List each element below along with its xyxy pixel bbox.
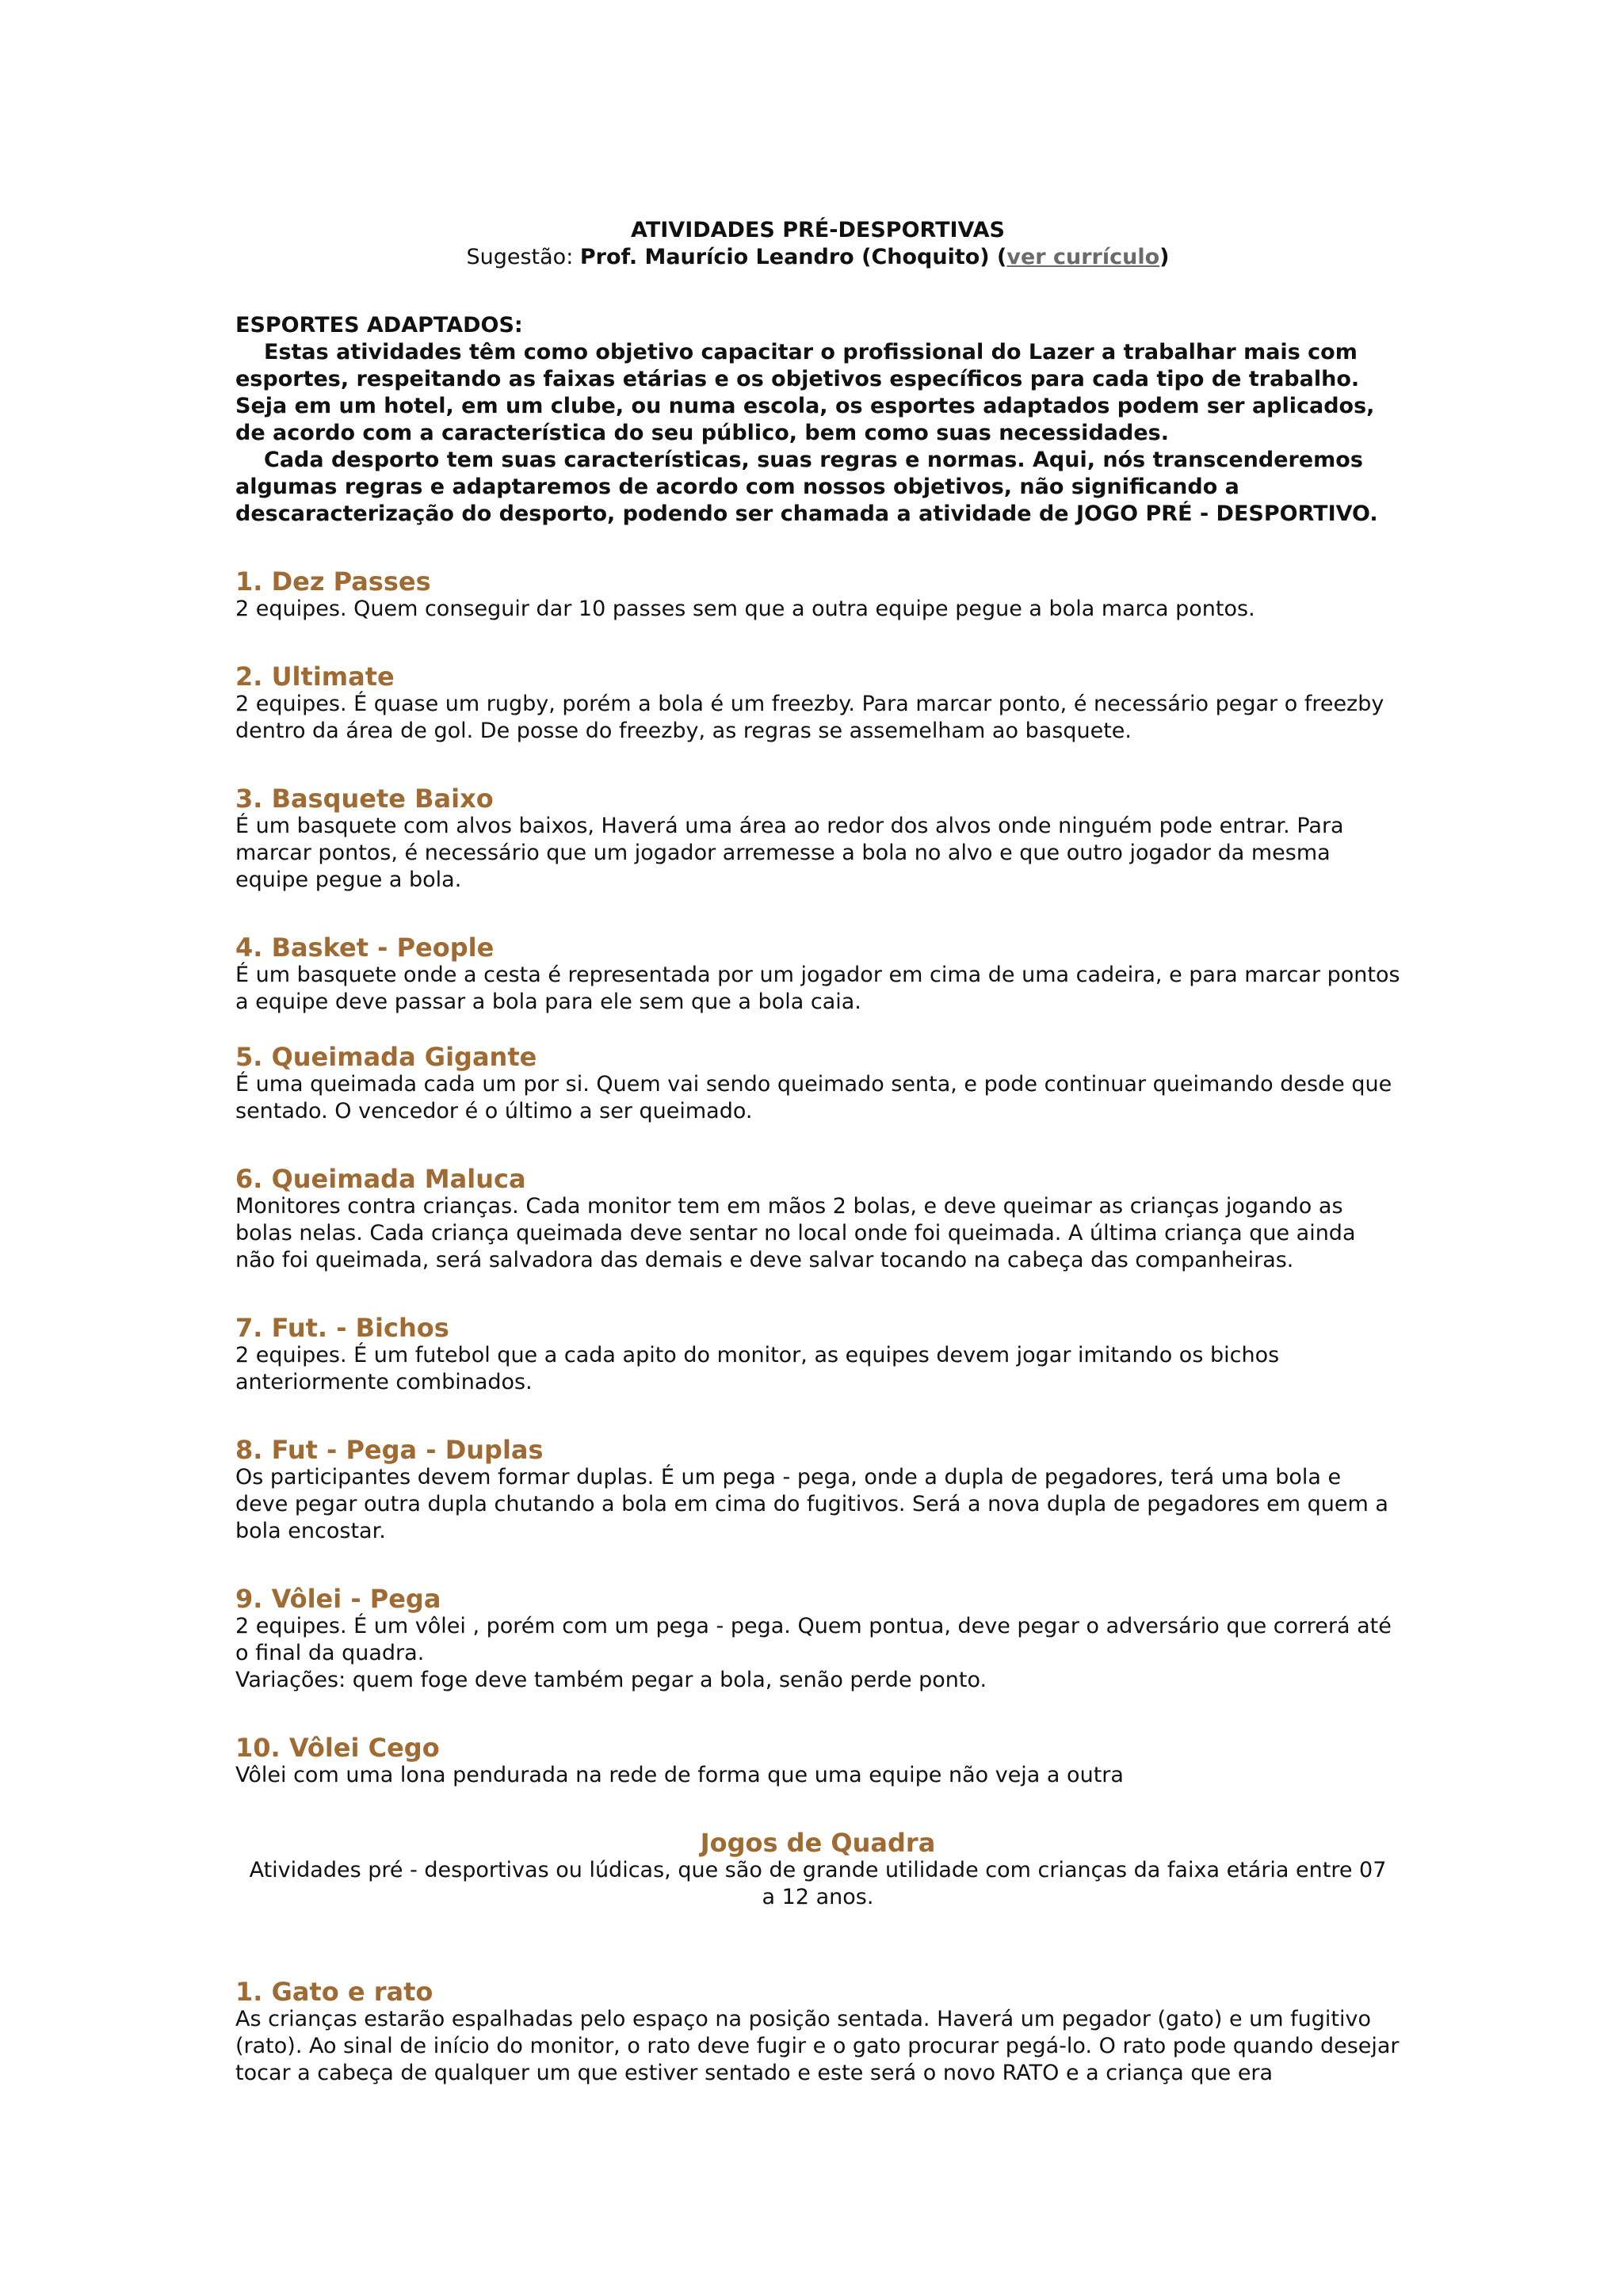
activity-title: 3. Basquete Baixo [235, 784, 494, 814]
activity-item [235, 784, 1400, 894]
activity-text: 2 equipes. Quem conseguir dar 10 passes sem que a outra equipe pegue a bola marca pontos. [235, 597, 1255, 621]
activity-title: 7. Fut. - Bichos [235, 1313, 449, 1343]
activity-title: 2. Ultimate [235, 662, 395, 692]
activity-item [235, 1314, 1400, 1396]
game-title: 1. Gato e rato [235, 1977, 433, 2007]
activity-title: 5. Queimada Gigante [235, 1042, 537, 1072]
activity-text: Vôlei com uma lona pendurada na rede de forma que uma equipe não veja a outra [235, 1763, 1124, 1787]
intro-paragraph-2: Cada desporto tem suas características, suas regras e normas. Aqui, nós transcenderemos algumas regras e adaptaremos de acordo com nossos objetivos, não significando a descaracterização do desporto, podendo ser chamada a atividade de JOGO PRÉ - DESPORTIVO. [235, 448, 1378, 526]
activity-text: 2 equipes. É um futebol que a cada apito do monitor, as equipes devem jogar imitando os bichos anteriormente combinados. [235, 1343, 1280, 1394]
page-title: ATIVIDADES PRÉ-DESPORTIVAS [631, 218, 1005, 242]
intro-heading: ESPORTES ADAPTADOS: [235, 313, 523, 338]
activity-text: É uma queimada cada um por si. Quem vai sendo queimado senta, e pode continuar queimando desde que sentado. O vencedor é o último a ser queimado. [235, 1072, 1392, 1123]
activity-item [235, 1165, 1400, 1274]
activity-variation: Variações: quem foge deve também pegar a bola, senão perde ponto. [235, 1668, 987, 1692]
activity-title: 8. Fut - Pega - Duplas [235, 1435, 544, 1465]
author-name: Prof. Maurício Leandro (Choquito) ( [579, 245, 1007, 269]
activity-text: É um basquete onde a cesta é representada por um jogador em cima de uma cadeira, e para marcar pontos a equipe deve passar a bola para ele sem que a bola caia. [235, 963, 1400, 1014]
activity-item [235, 933, 1400, 1016]
activity-item [235, 1585, 1400, 1694]
activity-text: 2 equipes. É um vôlei , porém com um pega - pega. Quem pontua, deve pegar o adversário que correrá até o final da quadra. [235, 1614, 1392, 1665]
activity-title: 1. Dez Passes [235, 566, 431, 597]
activity-title: 10. Vôlei Cego [235, 1733, 440, 1763]
intro-paragraph-1: Estas atividades têm como objetivo capacitar o profissional do Lazer a trabalhar mais com esportes, respeitando as faixas etárias e os objetivos específicos para cada tipo de trabalho. Seja em um hotel, em um clube, ou numa escola, os esportes adaptados podem ser aplicados, de acordo com a característica do seu público, bem como suas necessidades. [235, 340, 1375, 445]
author-close: ) [1159, 245, 1170, 269]
document-content [235, 217, 1400, 2087]
suggestion-label: Sugestão: [466, 245, 580, 269]
activity-title: 6. Queimada Maluca [235, 1164, 526, 1194]
activity-text: Monitores contra crianças. Cada monitor tem em mãos 2 bolas, e deve queimar as crianças jogando as bolas nelas. Cada criança queimada deve sentar no local onde foi queimada. A última criança que ainda não foi queimada, será salvadora das demais e deve salvar tocando na cabeça das companheiras. [235, 1194, 1356, 1272]
activity-item [235, 662, 1400, 745]
activity-item [235, 567, 1400, 623]
cv-link[interactable]: ver currículo [1006, 245, 1160, 269]
activity-text: É um basquete com alvos baixos, Haverá uma área ao redor dos alvos onde ninguém pode entrar. Para marcar pontos, é necessário que um jogador arremesse a bola no alvo e que outro jogador da mesma equipe pegue a bola. [235, 814, 1344, 892]
activity-title: 4. Basket - People [235, 933, 495, 963]
game-text: As crianças estarão espalhadas pelo espaço na posição sentada. Haverá um pegador (gato) e um fugitivo (rato). Ao sinal de início do monitor, o rato deve fugir e o gato procurar pegá-lo. O rato pode quando desejar tocar a cabeça de qualquer um que estiver sentado e este será o novo RATO e a criança que era [235, 2007, 1400, 2085]
page-subtitle [235, 244, 1400, 271]
game-item [235, 1978, 1400, 2087]
activity-item [235, 1733, 1400, 1789]
games-section [235, 1829, 1400, 1911]
activity-text: 2 equipes. É quase um rugby, porém a bola é um freezby. Para marcar ponto, é necessário pegar o freezby dentro da área de gol. De posse do freezby, as regras se assemelham ao basquete. [235, 692, 1384, 743]
activity-item [235, 1436, 1400, 1545]
activity-text: Os participantes devem formar duplas. É um pega - pega, onde a dupla de pegadores, terá uma bola e deve pegar outra dupla chutando a bola em cima do fugitivos. Será a nova dupla de pegadores em quem a bola encostar. [235, 1465, 1388, 1543]
activity-item [235, 1043, 1400, 1125]
games-heading: Jogos de Quadra [700, 1828, 936, 1858]
intro-section [235, 312, 1400, 528]
activity-title: 9. Vôlei - Pega [235, 1584, 441, 1614]
games-intro: Atividades pré - desportivas ou lúdicas, que são de grande utilidade com crianças da faixa etária entre 07 a 12 anos. [249, 1858, 1387, 1909]
